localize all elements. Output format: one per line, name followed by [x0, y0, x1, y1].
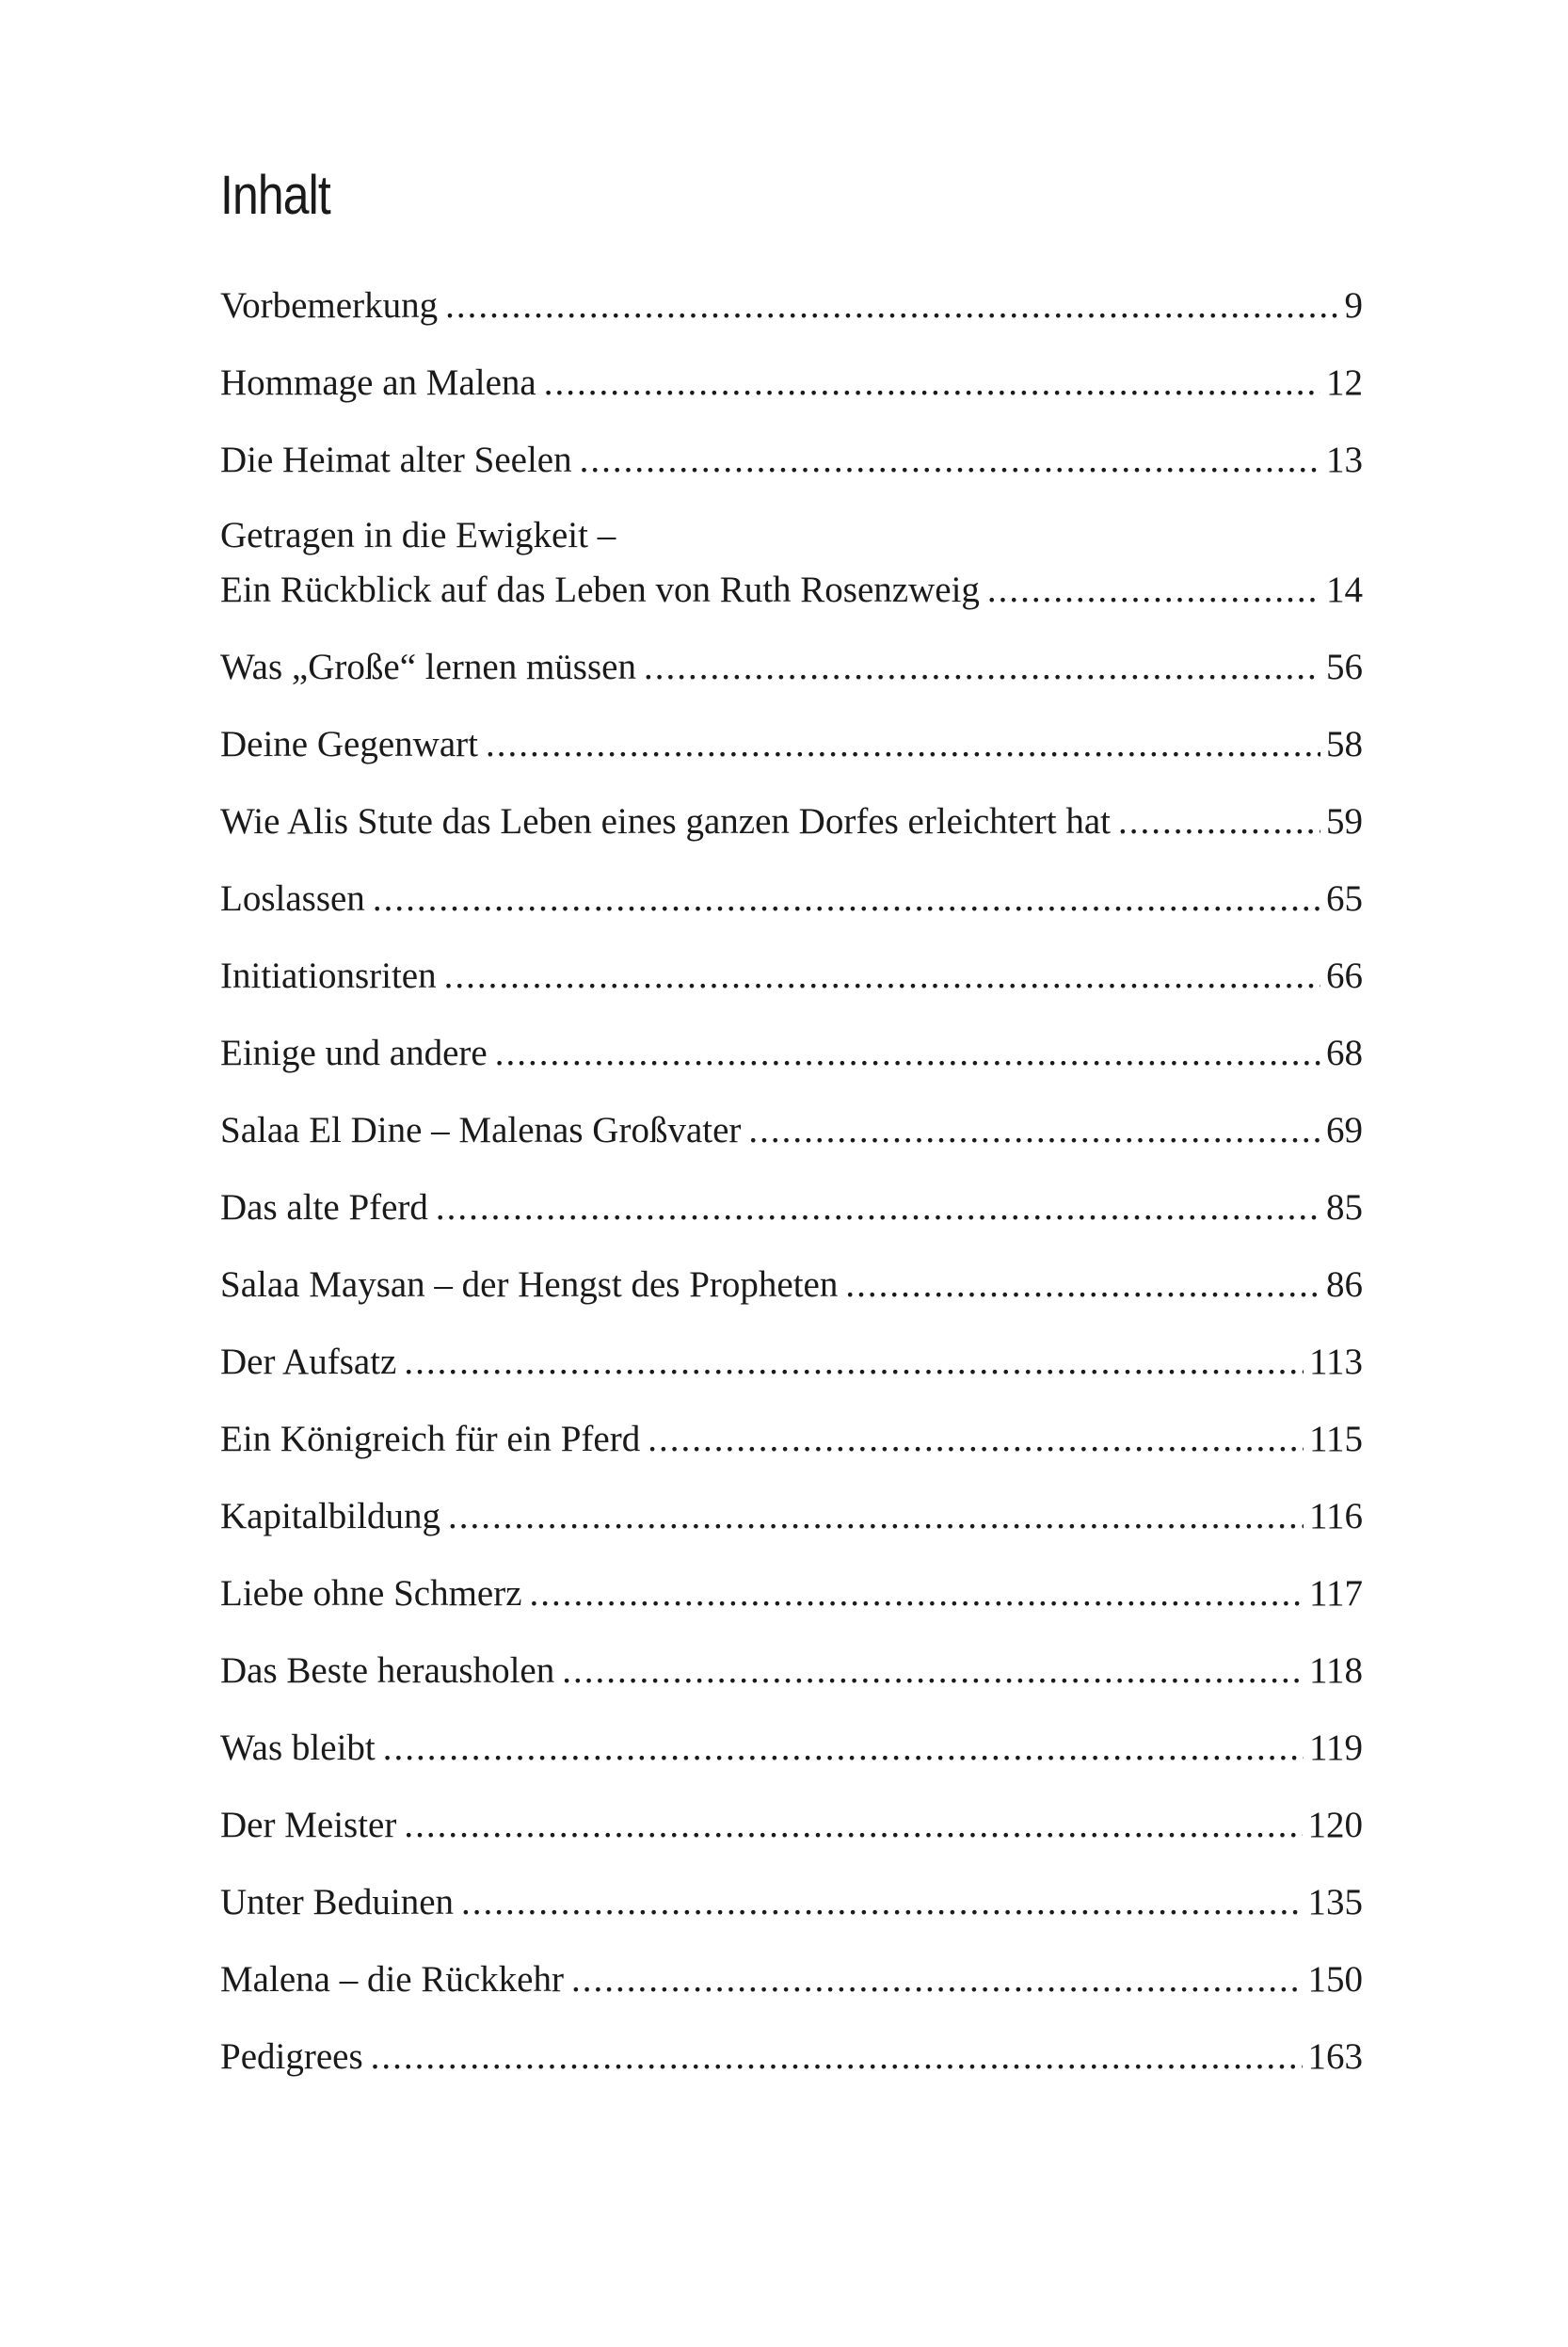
toc-entry — [220, 1412, 1363, 1467]
toc-entry-title: Pedigrees — [220, 2036, 363, 2077]
toc-entry-title: Das Beste herausholen — [220, 1650, 555, 1691]
toc-entry — [220, 1026, 1363, 1081]
dot-leader — [1118, 795, 1320, 849]
dot-leader — [495, 1026, 1320, 1081]
toc-entry-page: 56 — [1326, 647, 1363, 687]
toc-entry-title: Loslassen — [220, 878, 365, 919]
toc-entry-title: Der Meister — [220, 1805, 397, 1845]
toc-entry-page: 58 — [1326, 724, 1363, 764]
dot-leader — [444, 949, 1320, 1004]
toc-entry-page: 65 — [1326, 878, 1363, 919]
dot-leader — [644, 640, 1320, 695]
dot-leader — [845, 1258, 1320, 1312]
dot-leader — [371, 2030, 1303, 2084]
toc-entry-title: Salaa Maysan – der Hengst des Propheten — [220, 1264, 839, 1305]
toc-entry-title: Einige und andere — [220, 1033, 488, 1073]
dot-leader — [445, 279, 1338, 333]
toc-entry-page: 85 — [1326, 1187, 1363, 1228]
toc-entry — [220, 1567, 1363, 1621]
dot-leader — [562, 1644, 1304, 1698]
toc-entry-page: 14 — [1326, 570, 1363, 610]
dot-leader — [448, 1489, 1304, 1544]
dot-leader — [436, 1181, 1320, 1235]
toc-entry — [220, 717, 1363, 772]
toc-entry — [220, 1258, 1363, 1312]
toc-entry-title: Unter Beduinen — [220, 1882, 455, 1922]
dot-leader — [373, 872, 1320, 926]
toc-entry — [220, 872, 1363, 926]
toc-entry-title-line2: Ein Rückblick auf das Leben von Ruth Rosenzweig — [220, 570, 980, 610]
toc-entry — [220, 2030, 1363, 2084]
toc-entry-title: Deine Gegenwart — [220, 724, 478, 764]
toc-entry-title: Hommage an Malena — [220, 362, 536, 403]
toc-entry-title: Ein Königreich für ein Pferd — [220, 1419, 641, 1459]
toc-entry — [220, 1953, 1363, 2007]
dot-leader — [987, 563, 1320, 618]
toc-entry-page: 118 — [1308, 1650, 1363, 1691]
toc-entry-title: Die Heimat alter Seelen — [220, 440, 572, 480]
toc-entry-page: 12 — [1326, 362, 1363, 403]
toc-entry — [220, 1798, 1363, 1853]
toc-entry-title: Kapitalbildung — [220, 1496, 440, 1536]
toc-entry-title: Malena – die Rückkehr — [220, 1959, 564, 2000]
toc-entry — [220, 795, 1363, 849]
toc-entry — [220, 279, 1363, 333]
dot-leader — [383, 1721, 1304, 1776]
toc-entry-page: 113 — [1308, 1342, 1363, 1382]
dot-leader — [580, 433, 1320, 488]
toc-entry — [220, 949, 1363, 1004]
toc-entry-page: 13 — [1326, 440, 1363, 480]
toc-entry-title: Salaa El Dine – Malenas Großvater — [220, 1110, 742, 1150]
toc-entry-page: 150 — [1307, 1959, 1363, 2000]
toc-entry-page: 9 — [1344, 285, 1363, 326]
toc-entry — [220, 1335, 1363, 1390]
dot-leader — [530, 1567, 1304, 1621]
toc-entry — [220, 433, 1363, 488]
toc-entry — [220, 356, 1363, 410]
toc-entry-page: 59 — [1326, 801, 1363, 842]
toc-entry — [220, 1489, 1363, 1544]
table-of-contents — [220, 0, 1363, 2347]
toc-entry — [220, 508, 1363, 618]
toc-entry-page: 69 — [1326, 1110, 1363, 1150]
toc-entry-title: Vorbemerkung — [220, 285, 439, 326]
toc-entry-page: 115 — [1308, 1419, 1363, 1459]
toc-entry-title: Liebe ohne Schmerz — [220, 1573, 522, 1614]
dot-leader — [404, 1335, 1304, 1390]
toc-entry — [220, 1721, 1363, 1776]
dot-leader — [544, 356, 1320, 410]
toc-entry-page: 66 — [1326, 956, 1363, 996]
dot-leader — [748, 1103, 1320, 1158]
toc-entry — [220, 640, 1363, 695]
toc-entry-title: Was „Große“ lernen müssen — [220, 647, 636, 687]
toc-entry-title-line1: Getragen in die Ewigkeit – — [220, 515, 616, 555]
toc-heading: Inhalt — [220, 165, 330, 226]
toc-entry-page: 116 — [1308, 1496, 1363, 1536]
dot-leader — [648, 1412, 1304, 1467]
toc-entry-title: Initiationsriten — [220, 956, 437, 996]
toc-entry — [220, 1181, 1363, 1235]
toc-entry-title: Wie Alis Stute das Leben eines ganzen Dorfes erleichtert hat — [220, 801, 1111, 842]
toc-entry-page: 119 — [1308, 1728, 1363, 1768]
toc-entry-title: Was bleibt — [220, 1728, 376, 1768]
toc-entry-page: 68 — [1326, 1033, 1363, 1073]
toc-entry-page: 135 — [1307, 1882, 1363, 1922]
dot-leader — [461, 1875, 1302, 1930]
toc-entry-page: 120 — [1307, 1805, 1363, 1845]
toc-entry — [220, 1103, 1363, 1158]
dot-leader — [571, 1953, 1303, 2007]
toc-entry — [220, 1644, 1363, 1698]
toc-entry-title: Der Aufsatz — [220, 1342, 397, 1382]
toc-entry — [220, 1875, 1363, 1930]
toc-entry-title: Das alte Pferd — [220, 1187, 428, 1228]
toc-entry-page: 117 — [1308, 1573, 1363, 1614]
dot-leader — [404, 1798, 1302, 1853]
dot-leader — [486, 717, 1320, 772]
toc-entry-page: 163 — [1307, 2036, 1363, 2077]
toc-entry-page: 86 — [1326, 1264, 1363, 1305]
